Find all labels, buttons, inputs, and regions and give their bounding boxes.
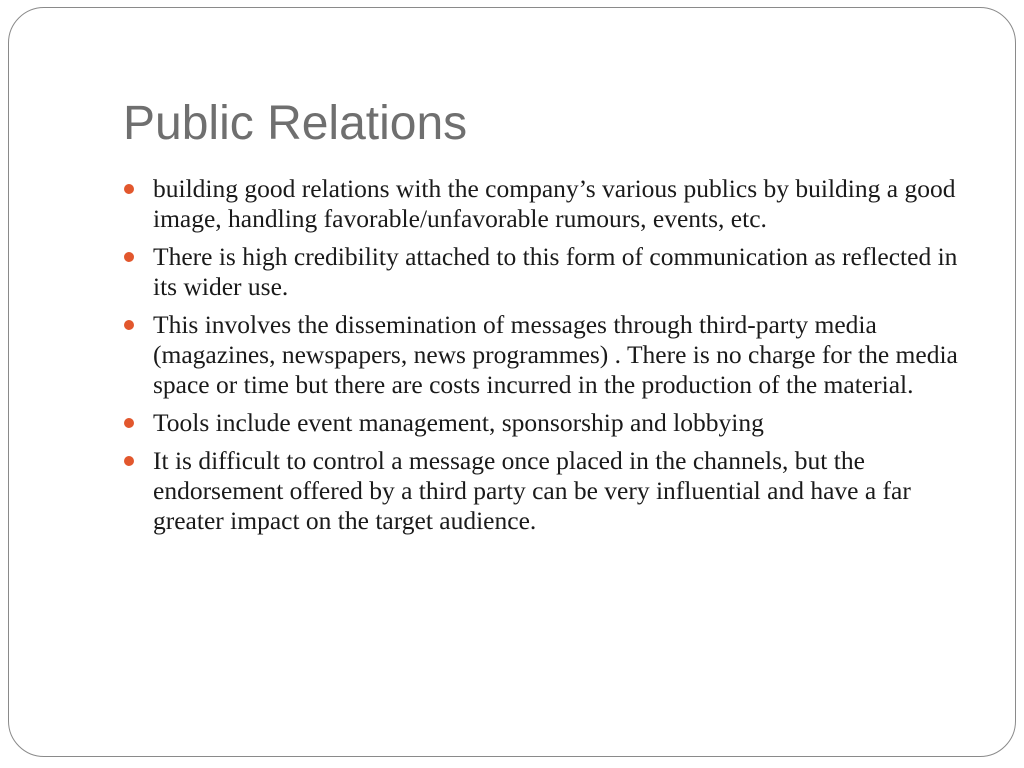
bullet-item bbox=[123, 408, 973, 438]
bullet-text: building good relations with the company’s various publics by building a good image, handling favorable/unfavorable rumours, events, etc. bbox=[153, 174, 956, 233]
bullet-dot-icon bbox=[124, 456, 134, 466]
bullet-item bbox=[123, 242, 973, 302]
bullet-text: Tools include event management, sponsorship and lobbying bbox=[153, 408, 764, 437]
bullet-dot-icon bbox=[124, 252, 134, 262]
slide-frame bbox=[8, 7, 1016, 757]
slide-title: Public Relations bbox=[123, 97, 468, 150]
bullet-text: This involves the dissemination of messages through third-party media (magazines, newspapers, news programmes) . There is no charge for the media space or time but there are costs incurred in the production of the material. bbox=[153, 310, 958, 399]
bullet-dot-icon bbox=[124, 418, 134, 428]
bullet-item bbox=[123, 310, 973, 400]
bullet-list bbox=[123, 174, 973, 544]
bullet-text: It is difficult to control a message once placed in the channels, but the endorsement offered by a third party can be very influential and have a far greater impact on the target audience. bbox=[153, 446, 911, 535]
bullet-item bbox=[123, 174, 973, 234]
bullet-dot-icon bbox=[124, 320, 134, 330]
bullet-dot-icon bbox=[124, 184, 134, 194]
bullet-item bbox=[123, 446, 973, 536]
bullet-text: There is high credibility attached to this form of communication as reflected in its wider use. bbox=[153, 242, 958, 301]
